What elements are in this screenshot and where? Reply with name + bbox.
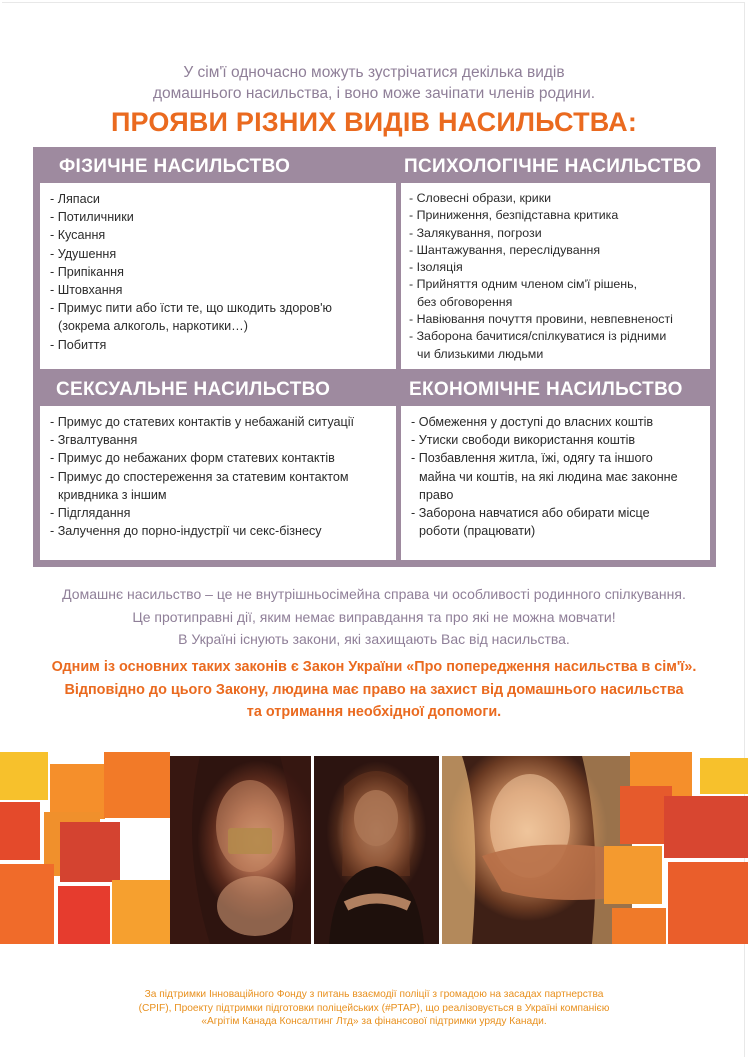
list-item-continuation: право xyxy=(419,487,454,502)
photo-figure-2 xyxy=(314,756,439,944)
list-item-continuation: майна чи коштів, на які людина має законне xyxy=(419,469,678,484)
intro-text xyxy=(0,62,748,104)
decor-square xyxy=(0,802,40,860)
list-item: - Ляпаси xyxy=(50,192,100,206)
list-item: - Шантажування, переслідування xyxy=(409,242,601,257)
physical-list xyxy=(40,183,396,369)
violence-types-grid xyxy=(33,147,716,567)
law-line-3: та отримання необхідної допомоги. xyxy=(246,704,502,720)
list-item: - Обмеження у доступі до власних коштів xyxy=(411,415,654,429)
psychological-title: ПСИХОЛОГІЧНЕ НАСИЛЬСТВО xyxy=(404,156,702,177)
decor-square xyxy=(58,886,110,944)
photo-figure-1 xyxy=(170,756,311,944)
law-text xyxy=(0,656,748,724)
statement-line-2: Це протиправні дії, яким немає виправдання та про які не можна мовчати! xyxy=(132,608,616,625)
list-item-continuation: без обговорення xyxy=(417,294,513,309)
sexual-title: СЕКСУАЛЬНЕ НАСИЛЬСТВО xyxy=(56,379,331,400)
statement-line-1: Домашнє насильство – це не внутрішньосімейна справа чи особливості родинного спілкування. xyxy=(62,586,686,602)
list-item: - Заборона бачитися/спілкуватися із рідними xyxy=(409,329,667,344)
list-item: - Ізоляція xyxy=(409,260,463,275)
list-item: - Утиски свободи використання коштів xyxy=(411,433,636,448)
physical-title: ФІЗИЧНЕ НАСИЛЬСТВО xyxy=(59,156,291,177)
statement-text xyxy=(0,583,748,651)
decor-square xyxy=(664,796,748,858)
footer-credits xyxy=(0,988,748,1029)
list-item: - Залучення до порно-індустрії чи секс-бізнесу xyxy=(50,524,322,539)
list-item-continuation: (зокрема алкоголь, наркотики…) xyxy=(58,319,248,334)
list-item: - Побиття xyxy=(50,337,107,352)
list-item-continuation: роботи (працювати) xyxy=(419,524,536,539)
footer-line-1: За підтримки Інноваційного Фонду з питань взаємодії поліції з громадою на засадах партнерства xyxy=(144,989,604,1000)
decor-square xyxy=(700,758,748,794)
statement-line-3: В Україні існують закони, які захищають Вас від насильства. xyxy=(178,631,570,647)
psychological-list xyxy=(401,183,710,369)
photo-woman-taped-mouth xyxy=(170,756,311,944)
list-item: - Згвалтування xyxy=(50,433,138,448)
sexual-list xyxy=(40,406,396,560)
intro-line-1: У сім'ї одночасно можуть зустрічатися декілька видів xyxy=(183,64,565,81)
list-item: - Кусання xyxy=(50,228,106,243)
list-item: - Прийняття одним членом сім'ї рішень, xyxy=(409,277,638,292)
law-line-1: Одним із основних таких законів є Закон України «Про попередження насильства в сім'ї». xyxy=(51,659,697,675)
list-item: - Заборона навчатися або обирати місце xyxy=(411,506,650,521)
footer-line-3: «Агрітім Канада Консалтинг Лтд» за фінансової підтримки уряду Канади. xyxy=(201,1016,547,1027)
main-title: ПРОЯВИ РІЗНИХ ВИДІВ НАСИЛЬСТВА: xyxy=(110,107,638,137)
list-item: - Позбавлення житла, їжі, одягу та іншого xyxy=(411,451,653,466)
list-item: - Примус до спостереження за статевим контактом xyxy=(50,469,349,484)
list-item: - Примус до статевих контактів у небажаній ситуації xyxy=(50,415,355,429)
list-item: - Словесні образи, крики xyxy=(409,191,552,205)
list-item-continuation: кривдника з іншим xyxy=(58,487,167,502)
decor-square xyxy=(0,864,54,944)
list-item-continuation: чи близькими людьми xyxy=(417,346,544,361)
list-item: - Залякування, погрози xyxy=(409,225,542,240)
decor-square xyxy=(60,822,120,882)
economic-list xyxy=(401,406,710,560)
decor-square xyxy=(104,752,170,818)
decor-square xyxy=(50,764,105,819)
list-item: - Удушення xyxy=(50,246,117,261)
list-item: - Припікання xyxy=(50,264,124,279)
list-item: - Приниження, безпідставна критика xyxy=(409,208,619,223)
list-item: - Штовхання xyxy=(50,283,123,298)
list-item: - Підглядання xyxy=(50,506,131,521)
decor-square xyxy=(668,862,748,944)
footer-line-2: (CPIF), Проекту підтримки підготовки поліцейських (#PTAP), що реалізовується в Україні компанією xyxy=(138,1002,610,1014)
list-item: - Примус пити або їсти те, що шкодить здоров'ю xyxy=(50,301,332,316)
photo-collage xyxy=(0,752,748,945)
intro-line-2: домашнього насильства, і воно може зачіпати членів родини. xyxy=(152,85,596,102)
photo-woman-hugging-self xyxy=(314,756,439,944)
decor-square xyxy=(604,846,662,904)
economic-title: ЕКОНОМІЧНЕ НАСИЛЬСТВО xyxy=(409,379,683,400)
list-item: - Примус до небажаних форм статевих контактів xyxy=(50,451,335,466)
list-item: - Потиличники xyxy=(50,210,134,225)
list-item: - Навіювання почуття провини, невпевненості xyxy=(409,312,673,327)
decor-square xyxy=(612,908,666,944)
decor-square xyxy=(0,752,48,800)
law-line-2: Відповідно до цього Закону, людина має право на захист від домашнього насильства xyxy=(64,681,684,698)
decor-square xyxy=(112,880,172,944)
